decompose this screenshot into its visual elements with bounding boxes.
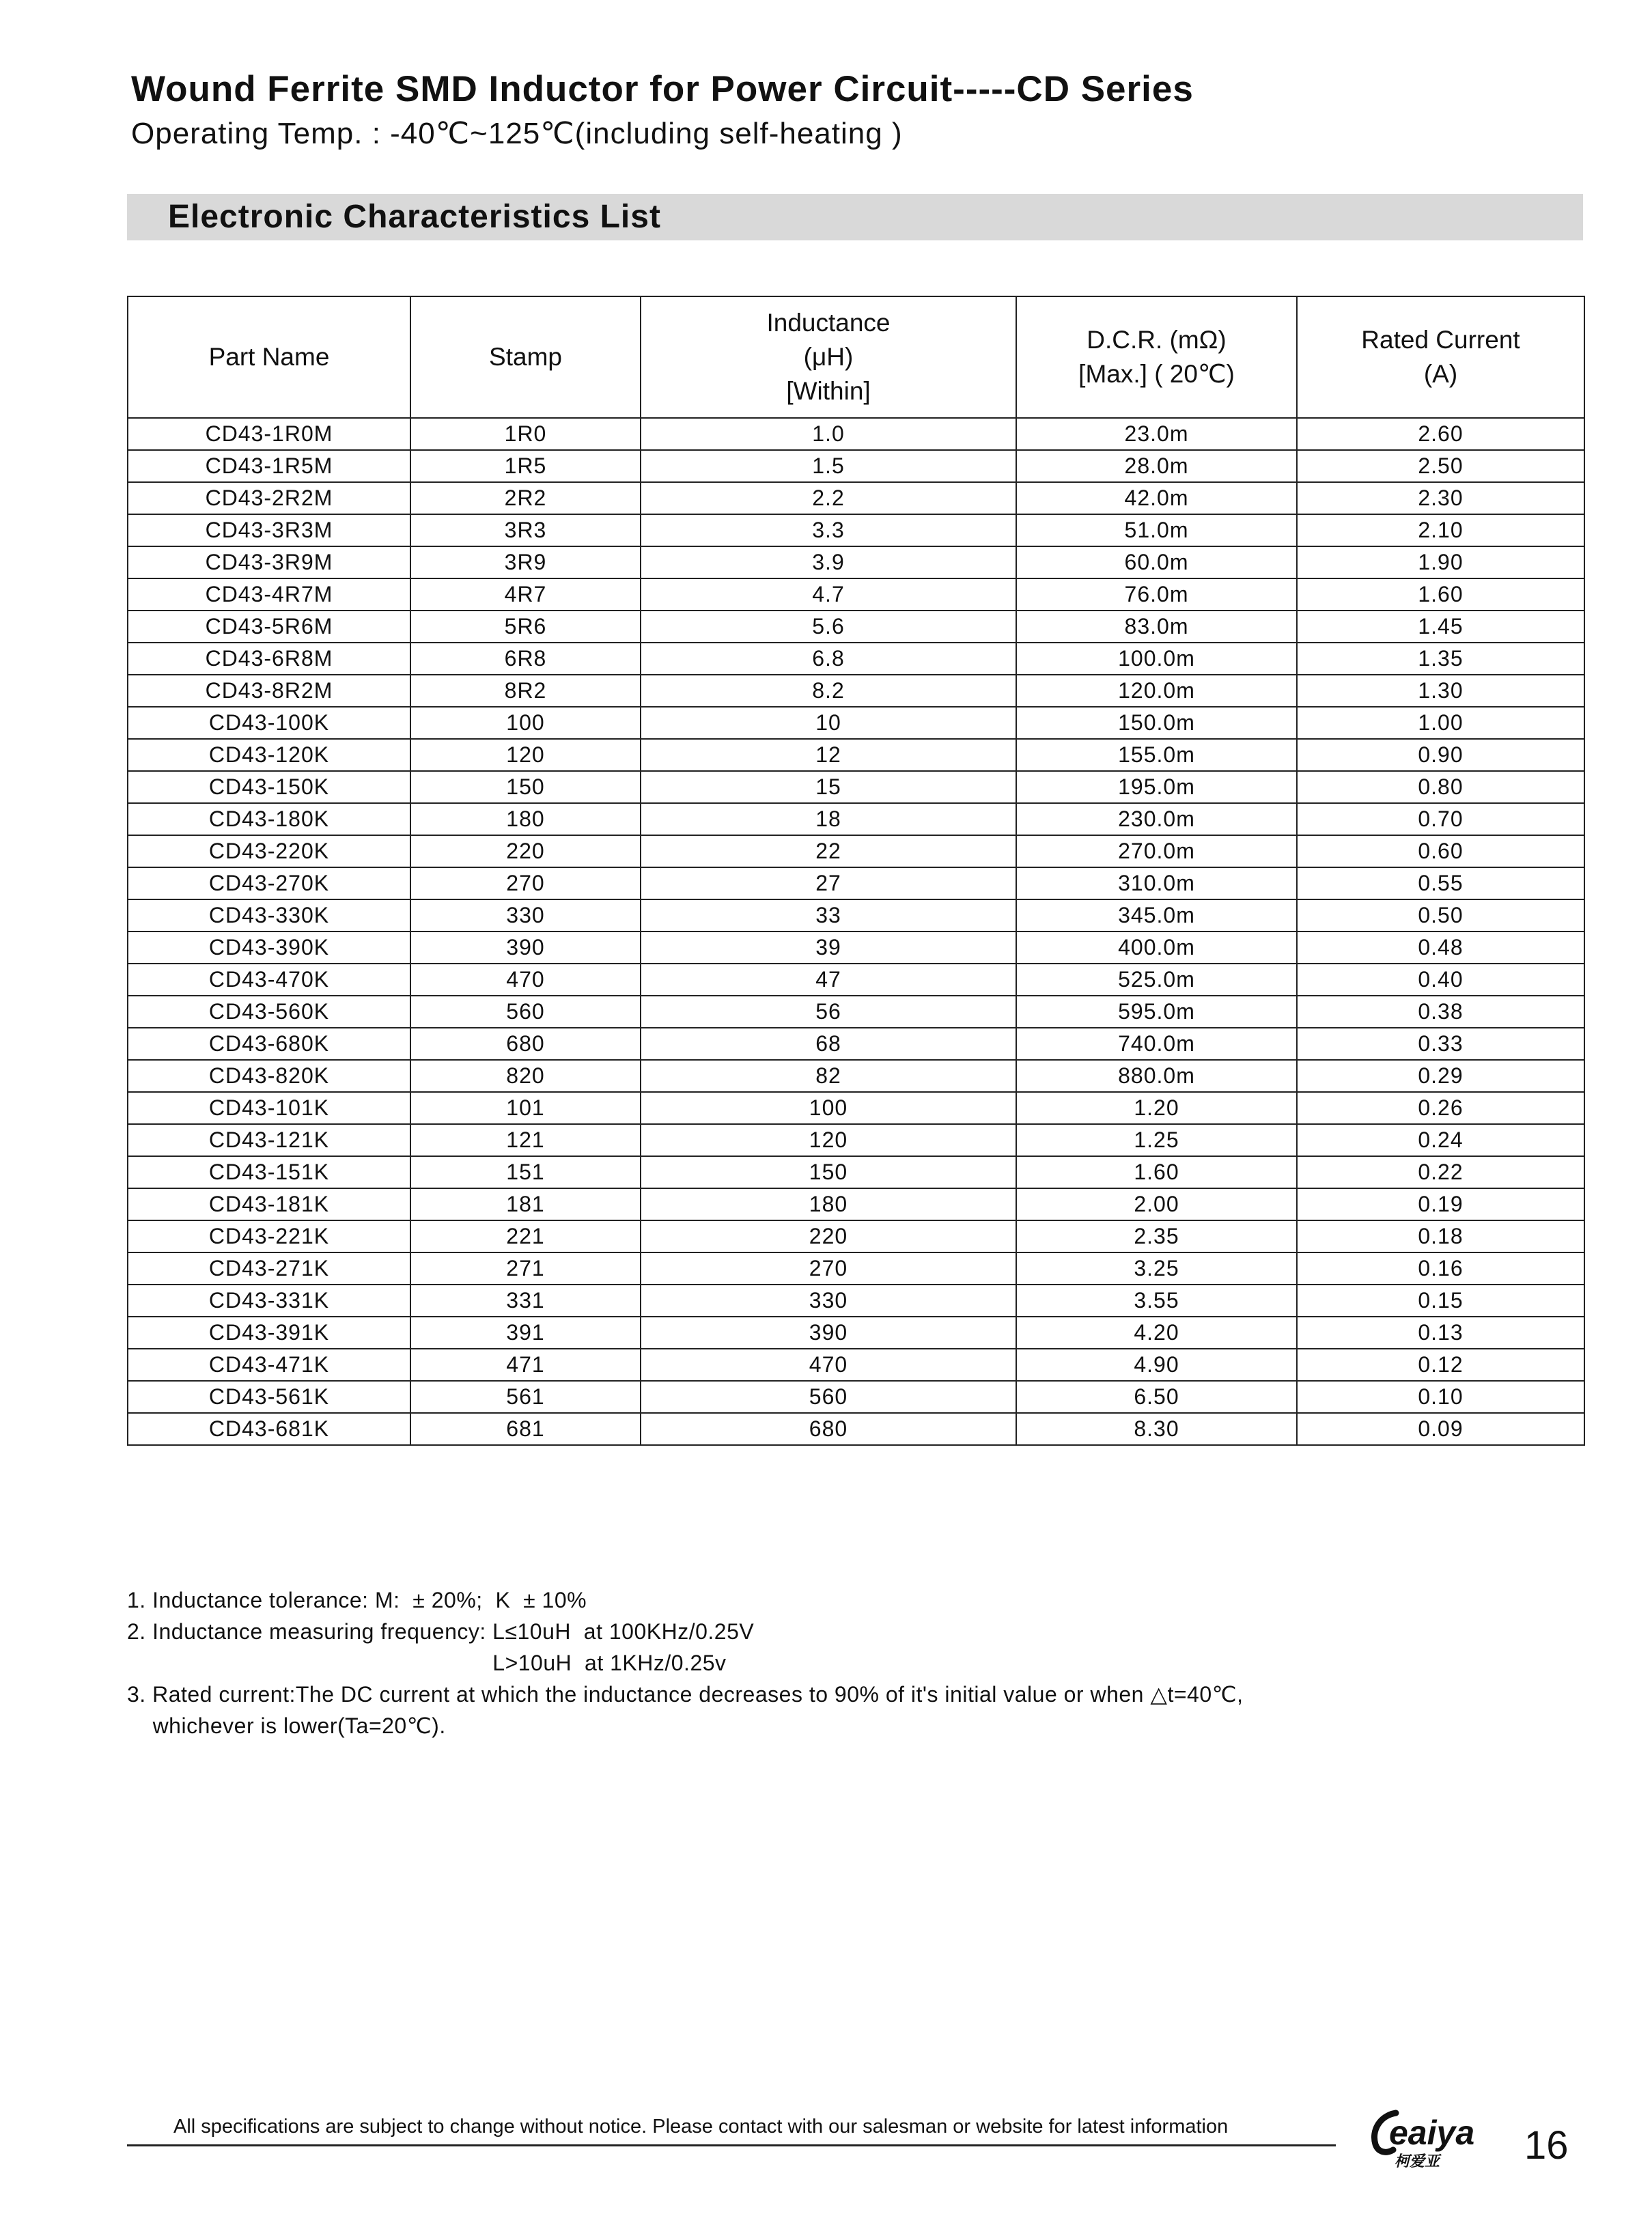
dcr-cell: 740.0m bbox=[1016, 1028, 1297, 1060]
stamp-cell: 151 bbox=[410, 1156, 641, 1188]
dcr-cell: 23.0m bbox=[1016, 418, 1297, 450]
dcr-cell: 2.00 bbox=[1016, 1188, 1297, 1220]
characteristics-table bbox=[127, 296, 1585, 1446]
table-row bbox=[128, 611, 1584, 643]
inductance-cell: 6.8 bbox=[641, 643, 1016, 675]
note-line: 2. Inductance measuring frequency: L≤10uH at 100KHz/0.25V bbox=[127, 1619, 755, 1644]
stamp-cell: 270 bbox=[410, 867, 641, 899]
rated-current-cell: 1.45 bbox=[1297, 611, 1584, 643]
rated-current-cell: 2.10 bbox=[1297, 514, 1584, 546]
inductance-cell: 39 bbox=[641, 932, 1016, 964]
rated-current-cell: 0.80 bbox=[1297, 771, 1584, 803]
note-line: 1. Inductance tolerance: M: ± 20%; K ± 10% bbox=[127, 1588, 587, 1612]
part-name-cell: CD43-221K bbox=[128, 1220, 410, 1252]
column-header-line: Rated Current bbox=[1361, 326, 1520, 354]
part-name-cell: CD43-4R7M bbox=[128, 578, 410, 611]
table-row bbox=[128, 1285, 1584, 1317]
rated-current-cell: 0.70 bbox=[1297, 803, 1584, 835]
inductance-cell: 330 bbox=[641, 1285, 1016, 1317]
stamp-cell: 2R2 bbox=[410, 482, 641, 514]
column-header-line: D.C.R. (mΩ) bbox=[1087, 326, 1227, 354]
inductance-cell: 68 bbox=[641, 1028, 1016, 1060]
dcr-cell: 3.55 bbox=[1016, 1285, 1297, 1317]
inductance-cell: 270 bbox=[641, 1252, 1016, 1285]
inductance-cell: 220 bbox=[641, 1220, 1016, 1252]
stamp-cell: 680 bbox=[410, 1028, 641, 1060]
table-row bbox=[128, 1413, 1584, 1445]
dcr-cell: 4.90 bbox=[1016, 1349, 1297, 1381]
dcr-cell: 2.35 bbox=[1016, 1220, 1297, 1252]
rated-current-cell: 0.18 bbox=[1297, 1220, 1584, 1252]
table-row bbox=[128, 1060, 1584, 1092]
stamp-cell: 331 bbox=[410, 1285, 641, 1317]
dcr-cell: 230.0m bbox=[1016, 803, 1297, 835]
table-row bbox=[128, 643, 1584, 675]
column-header bbox=[641, 296, 1016, 418]
inductance-cell: 2.2 bbox=[641, 482, 1016, 514]
footer-divider bbox=[127, 2144, 1336, 2146]
inductance-cell: 8.2 bbox=[641, 675, 1016, 707]
table-row bbox=[128, 1124, 1584, 1156]
part-name-cell: CD43-100K bbox=[128, 707, 410, 739]
table-row bbox=[128, 1188, 1584, 1220]
part-name-cell: CD43-101K bbox=[128, 1092, 410, 1124]
inductance-cell: 15 bbox=[641, 771, 1016, 803]
table-row bbox=[128, 1349, 1584, 1381]
stamp-cell: 220 bbox=[410, 835, 641, 867]
stamp-cell: 150 bbox=[410, 771, 641, 803]
note-line: L>10uH at 1KHz/0.25v bbox=[127, 1651, 727, 1675]
part-name-cell: CD43-681K bbox=[128, 1413, 410, 1445]
stamp-cell: 121 bbox=[410, 1124, 641, 1156]
inductance-cell: 680 bbox=[641, 1413, 1016, 1445]
stamp-cell: 1R0 bbox=[410, 418, 641, 450]
stamp-cell: 561 bbox=[410, 1381, 641, 1413]
inductance-cell: 56 bbox=[641, 996, 1016, 1028]
part-name-cell: CD43-3R9M bbox=[128, 546, 410, 578]
part-name-cell: CD43-1R0M bbox=[128, 418, 410, 450]
table-row bbox=[128, 1092, 1584, 1124]
rated-current-cell: 0.26 bbox=[1297, 1092, 1584, 1124]
dcr-cell: 83.0m bbox=[1016, 611, 1297, 643]
rated-current-cell: 0.33 bbox=[1297, 1028, 1584, 1060]
stamp-cell: 390 bbox=[410, 932, 641, 964]
rated-current-cell: 0.60 bbox=[1297, 835, 1584, 867]
dcr-cell: 4.20 bbox=[1016, 1317, 1297, 1349]
part-name-cell: CD43-330K bbox=[128, 899, 410, 932]
part-name-cell: CD43-680K bbox=[128, 1028, 410, 1060]
rated-current-cell: 0.40 bbox=[1297, 964, 1584, 996]
inductance-cell: 150 bbox=[641, 1156, 1016, 1188]
stamp-cell: 681 bbox=[410, 1413, 641, 1445]
rated-current-cell: 1.90 bbox=[1297, 546, 1584, 578]
inductance-cell: 3.9 bbox=[641, 546, 1016, 578]
rated-current-cell: 0.55 bbox=[1297, 867, 1584, 899]
table-row bbox=[128, 1156, 1584, 1188]
section-title: Electronic Characteristics List bbox=[168, 199, 661, 235]
inductance-cell: 1.5 bbox=[641, 450, 1016, 482]
table-header-row bbox=[128, 296, 1584, 418]
rated-current-cell: 1.35 bbox=[1297, 643, 1584, 675]
dcr-cell: 880.0m bbox=[1016, 1060, 1297, 1092]
dcr-cell: 8.30 bbox=[1016, 1413, 1297, 1445]
dcr-cell: 76.0m bbox=[1016, 578, 1297, 611]
stamp-cell: 5R6 bbox=[410, 611, 641, 643]
dcr-cell: 595.0m bbox=[1016, 996, 1297, 1028]
rated-current-cell: 0.09 bbox=[1297, 1413, 1584, 1445]
dcr-cell: 525.0m bbox=[1016, 964, 1297, 996]
dcr-cell: 3.25 bbox=[1016, 1252, 1297, 1285]
rated-current-cell: 1.60 bbox=[1297, 578, 1584, 611]
table-row bbox=[128, 835, 1584, 867]
dcr-cell: 51.0m bbox=[1016, 514, 1297, 546]
inductance-cell: 33 bbox=[641, 899, 1016, 932]
part-name-cell: CD43-1R5M bbox=[128, 450, 410, 482]
part-name-cell: CD43-120K bbox=[128, 739, 410, 771]
part-name-cell: CD43-2R2M bbox=[128, 482, 410, 514]
stamp-cell: 560 bbox=[410, 996, 641, 1028]
dcr-cell: 6.50 bbox=[1016, 1381, 1297, 1413]
stamp-cell: 391 bbox=[410, 1317, 641, 1349]
part-name-cell: CD43-3R3M bbox=[128, 514, 410, 546]
table-row bbox=[128, 675, 1584, 707]
part-name-cell: CD43-270K bbox=[128, 867, 410, 899]
rated-current-cell: 0.90 bbox=[1297, 739, 1584, 771]
inductance-cell: 470 bbox=[641, 1349, 1016, 1381]
svg-text:eaiya: eaiya bbox=[1389, 2114, 1475, 2152]
part-name-cell: CD43-150K bbox=[128, 771, 410, 803]
column-header-line: (μH) bbox=[803, 343, 854, 371]
stamp-cell: 181 bbox=[410, 1188, 641, 1220]
inductance-cell: 12 bbox=[641, 739, 1016, 771]
table-row bbox=[128, 771, 1584, 803]
table-row bbox=[128, 578, 1584, 611]
stamp-cell: 180 bbox=[410, 803, 641, 835]
column-header bbox=[1016, 296, 1297, 418]
inductance-cell: 5.6 bbox=[641, 611, 1016, 643]
column-header-line: Inductance bbox=[766, 309, 891, 337]
dcr-cell: 155.0m bbox=[1016, 739, 1297, 771]
stamp-cell: 6R8 bbox=[410, 643, 641, 675]
inductance-cell: 18 bbox=[641, 803, 1016, 835]
stamp-cell: 3R3 bbox=[410, 514, 641, 546]
column-header bbox=[128, 296, 410, 418]
rated-current-cell: 0.13 bbox=[1297, 1317, 1584, 1349]
rated-current-cell: 1.30 bbox=[1297, 675, 1584, 707]
table-row bbox=[128, 964, 1584, 996]
part-name-cell: CD43-271K bbox=[128, 1252, 410, 1285]
svg-text:柯爱亚: 柯爱亚 bbox=[1395, 2153, 1440, 2170]
dcr-cell: 120.0m bbox=[1016, 675, 1297, 707]
notes bbox=[127, 1584, 1243, 1741]
part-name-cell: CD43-470K bbox=[128, 964, 410, 996]
rated-current-cell: 0.15 bbox=[1297, 1285, 1584, 1317]
table-row bbox=[128, 996, 1584, 1028]
table-row bbox=[128, 707, 1584, 739]
part-name-cell: CD43-6R8M bbox=[128, 643, 410, 675]
table-row bbox=[128, 899, 1584, 932]
rated-current-cell: 0.19 bbox=[1297, 1188, 1584, 1220]
table-row bbox=[128, 803, 1584, 835]
stamp-cell: 4R7 bbox=[410, 578, 641, 611]
stamp-cell: 101 bbox=[410, 1092, 641, 1124]
stamp-cell: 221 bbox=[410, 1220, 641, 1252]
page-title: Wound Ferrite SMD Inductor for Power Circuit-----CD Series bbox=[131, 69, 1194, 109]
column-header-line: [Within] bbox=[786, 377, 871, 405]
dcr-cell: 42.0m bbox=[1016, 482, 1297, 514]
inductance-cell: 100 bbox=[641, 1092, 1016, 1124]
table-row bbox=[128, 418, 1584, 450]
dcr-cell: 270.0m bbox=[1016, 835, 1297, 867]
rated-current-cell: 2.50 bbox=[1297, 450, 1584, 482]
stamp-cell: 1R5 bbox=[410, 450, 641, 482]
part-name-cell: CD43-560K bbox=[128, 996, 410, 1028]
rated-current-cell: 0.48 bbox=[1297, 932, 1584, 964]
page-subtitle: Operating Temp. : -40℃~125℃(including self-heating ) bbox=[131, 117, 903, 150]
inductance-cell: 120 bbox=[641, 1124, 1016, 1156]
rated-current-cell: 0.16 bbox=[1297, 1252, 1584, 1285]
inductance-cell: 82 bbox=[641, 1060, 1016, 1092]
table-row bbox=[128, 1252, 1584, 1285]
column-header-line: (A) bbox=[1423, 360, 1458, 388]
part-name-cell: CD43-331K bbox=[128, 1285, 410, 1317]
dcr-cell: 60.0m bbox=[1016, 546, 1297, 578]
table-row bbox=[128, 867, 1584, 899]
note-line: 3. Rated current:The DC current at which the inductance decreases to 90% of it's initial value or when △t=40℃, bbox=[127, 1682, 1244, 1707]
column-header bbox=[410, 296, 641, 418]
table-body bbox=[128, 418, 1584, 1445]
table-row bbox=[128, 450, 1584, 482]
rated-current-cell: 0.38 bbox=[1297, 996, 1584, 1028]
dcr-cell: 310.0m bbox=[1016, 867, 1297, 899]
inductance-cell: 27 bbox=[641, 867, 1016, 899]
part-name-cell: CD43-820K bbox=[128, 1060, 410, 1092]
part-name-cell: CD43-391K bbox=[128, 1317, 410, 1349]
section-header-bar bbox=[127, 194, 1583, 240]
rated-current-cell: 0.24 bbox=[1297, 1124, 1584, 1156]
page-number: 16 bbox=[1524, 2123, 1569, 2168]
stamp-cell: 330 bbox=[410, 899, 641, 932]
dcr-cell: 28.0m bbox=[1016, 450, 1297, 482]
inductance-cell: 10 bbox=[641, 707, 1016, 739]
dcr-cell: 100.0m bbox=[1016, 643, 1297, 675]
inductance-cell: 47 bbox=[641, 964, 1016, 996]
inductance-cell: 22 bbox=[641, 835, 1016, 867]
rated-current-cell: 1.00 bbox=[1297, 707, 1584, 739]
rated-current-cell: 0.12 bbox=[1297, 1349, 1584, 1381]
inductance-cell: 390 bbox=[641, 1317, 1016, 1349]
part-name-cell: CD43-471K bbox=[128, 1349, 410, 1381]
dcr-cell: 1.20 bbox=[1016, 1092, 1297, 1124]
dcr-cell: 345.0m bbox=[1016, 899, 1297, 932]
rated-current-cell: 0.10 bbox=[1297, 1381, 1584, 1413]
part-name-cell: CD43-181K bbox=[128, 1188, 410, 1220]
stamp-cell: 471 bbox=[410, 1349, 641, 1381]
rated-current-cell: 2.60 bbox=[1297, 418, 1584, 450]
note-line: whichever is lower(Ta=20℃). bbox=[127, 1713, 446, 1738]
brand-logo bbox=[1366, 2103, 1496, 2172]
table-row bbox=[128, 1381, 1584, 1413]
part-name-cell: CD43-180K bbox=[128, 803, 410, 835]
stamp-cell: 100 bbox=[410, 707, 641, 739]
part-name-cell: CD43-8R2M bbox=[128, 675, 410, 707]
part-name-cell: CD43-151K bbox=[128, 1156, 410, 1188]
stamp-cell: 8R2 bbox=[410, 675, 641, 707]
table-row bbox=[128, 546, 1584, 578]
part-name-cell: CD43-121K bbox=[128, 1124, 410, 1156]
inductance-cell: 180 bbox=[641, 1188, 1016, 1220]
stamp-cell: 470 bbox=[410, 964, 641, 996]
table-row bbox=[128, 1317, 1584, 1349]
rated-current-cell: 2.30 bbox=[1297, 482, 1584, 514]
table-row bbox=[128, 1220, 1584, 1252]
table-row bbox=[128, 482, 1584, 514]
column-header bbox=[1297, 296, 1584, 418]
inductance-cell: 560 bbox=[641, 1381, 1016, 1413]
dcr-cell: 150.0m bbox=[1016, 707, 1297, 739]
table-row bbox=[128, 739, 1584, 771]
table-row bbox=[128, 932, 1584, 964]
column-header-line: Stamp bbox=[489, 343, 562, 371]
part-name-cell: CD43-220K bbox=[128, 835, 410, 867]
stamp-cell: 271 bbox=[410, 1252, 641, 1285]
dcr-cell: 1.25 bbox=[1016, 1124, 1297, 1156]
footer-disclaimer: All specifications are subject to change without notice. Please contact with our salesman or website for latest information bbox=[173, 2116, 1229, 2138]
stamp-cell: 3R9 bbox=[410, 546, 641, 578]
part-name-cell: CD43-390K bbox=[128, 932, 410, 964]
part-name-cell: CD43-5R6M bbox=[128, 611, 410, 643]
dcr-cell: 195.0m bbox=[1016, 771, 1297, 803]
part-name-cell: CD43-561K bbox=[128, 1381, 410, 1413]
rated-current-cell: 0.50 bbox=[1297, 899, 1584, 932]
dcr-cell: 1.60 bbox=[1016, 1156, 1297, 1188]
column-header-line: Part Name bbox=[208, 343, 330, 371]
inductance-cell: 1.0 bbox=[641, 418, 1016, 450]
column-header-line: [Max.] ( 20℃) bbox=[1078, 360, 1235, 388]
stamp-cell: 120 bbox=[410, 739, 641, 771]
rated-current-cell: 0.22 bbox=[1297, 1156, 1584, 1188]
rated-current-cell: 0.29 bbox=[1297, 1060, 1584, 1092]
table-row bbox=[128, 514, 1584, 546]
dcr-cell: 400.0m bbox=[1016, 932, 1297, 964]
table-row bbox=[128, 1028, 1584, 1060]
inductance-cell: 3.3 bbox=[641, 514, 1016, 546]
stamp-cell: 820 bbox=[410, 1060, 641, 1092]
inductance-cell: 4.7 bbox=[641, 578, 1016, 611]
